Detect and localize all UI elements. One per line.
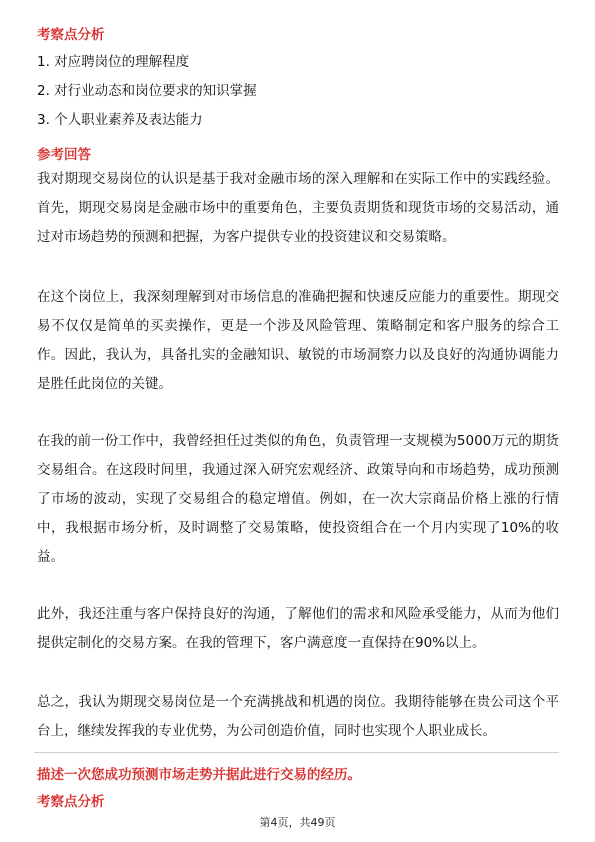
section-divider xyxy=(34,752,559,753)
page-number: 第4页，共49页 xyxy=(259,816,336,829)
analysis-item-3: 3. 个人职业素养及表达能力 xyxy=(37,112,203,128)
answer-paragraph-1: 我对期现交易岗位的认识是基于我对金融市场的深入理解和在实际工作中的实践经验。首先，期现交易岗是金融市场中的重要角色，主要负责期货和现货市场的交易活动，通过对市场趋势的预测和把握，为客户提供专业的投资建议和交易策略。 xyxy=(37,171,559,245)
analysis-heading: 考察点分析 xyxy=(37,27,105,43)
analysis-item-1: 1. 对应聘岗位的理解程度 xyxy=(37,54,190,70)
analysis-item-2: 2. 对行业动态和岗位要求的知识掌握 xyxy=(37,83,257,99)
answer-paragraph-5: 总之，我认为期现交易岗位是一个充满挑战和机遇的岗位。我期待能够在贵公司这个平台上，继续发挥我的专业优势，为公司创造价值，同时也实现个人职业成长。 xyxy=(37,694,559,739)
answer-paragraph-4: 此外，我还注重与客户保持良好的沟通，了解他们的需求和风险承受能力，从而为他们提供定制化的交易方案。在我的管理下，客户满意度一直保持在90%以上。 xyxy=(37,606,559,651)
analysis-heading-2: 考察点分析 xyxy=(37,794,105,810)
next-question: 描述一次您成功预测市场走势并据此进行交易的经历。 xyxy=(37,767,361,783)
answer-heading: 参考回答 xyxy=(37,147,91,163)
answer-paragraph-3: 在我的前一份工作中，我曾经担任过类似的角色，负责管理一支规模为5000万元的期货交易组合。在这段时间里，我通过深入研究宏观经济、政策导向和市场趋势，成功预测了市场的波动，实现了交易组合的稳定增值。例如，在一次大宗商品价格上涨的行情中，我根据市场分析，及时调整了交易策略，使投资组合在一个月内实现了10%的收益。 xyxy=(37,433,559,565)
answer-paragraph-2: 在这个岗位上，我深刻理解到对市场信息的准确把握和快速反应能力的重要性。期现交易不仅仅是简单的买卖操作，更是一个涉及风险管理、策略制定和客户服务的综合工作。因此，我认为，具备扎实的金融知识、敏锐的市场洞察力以及良好的沟通协调能力是胜任此岗位的关键。 xyxy=(37,289,559,392)
